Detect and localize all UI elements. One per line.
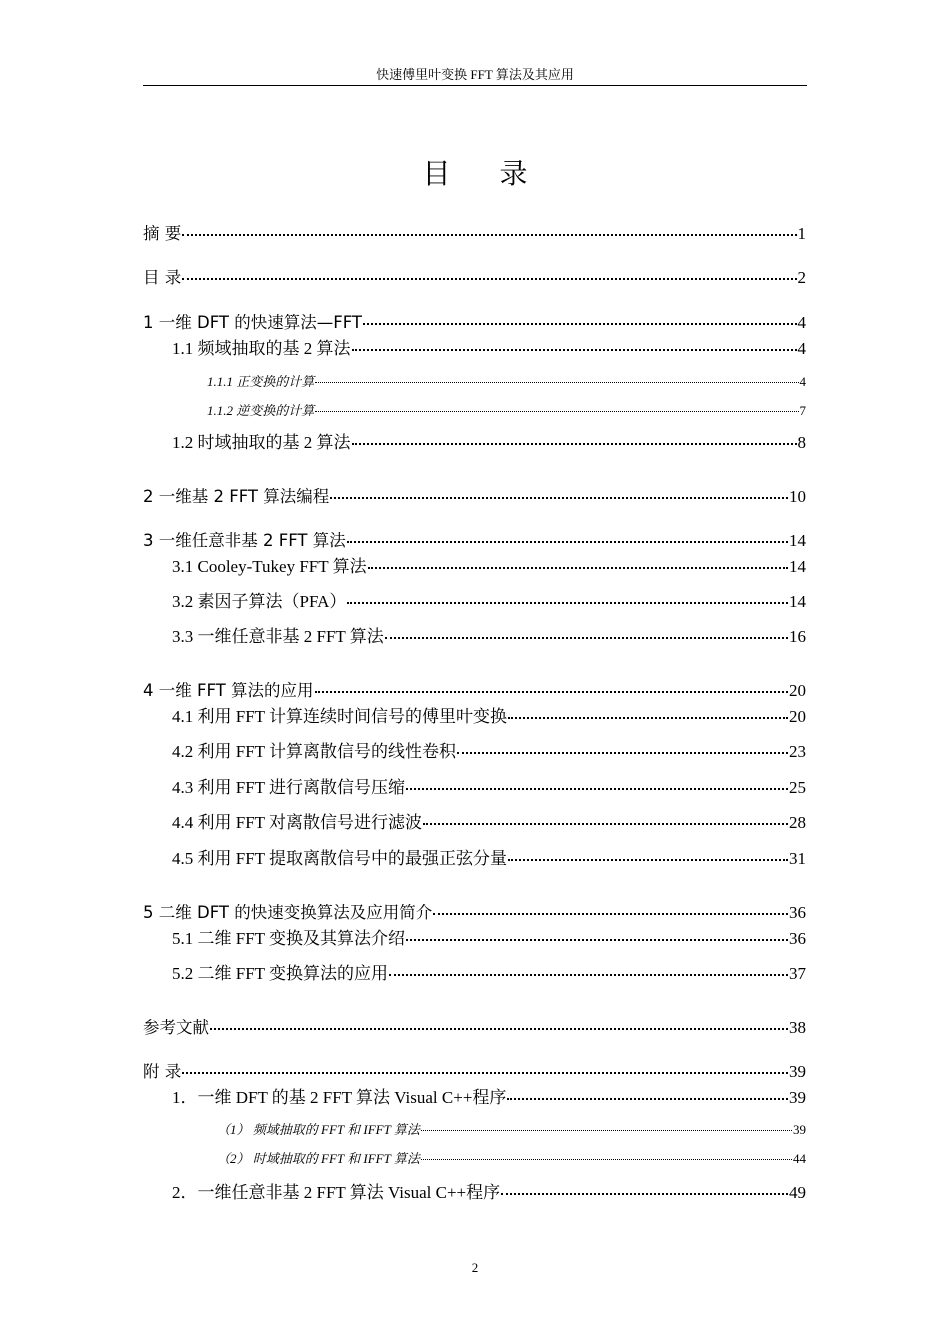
dot-leader [423,823,788,825]
dot-leader [507,1098,788,1100]
dot-leader [421,1130,792,1131]
toc-entry[interactable] [143,264,806,288]
toc-entry-label: 4.5 利用 FFT 提取离散信号中的最强正弦分量 [172,849,507,868]
toc-entry-page: 20 [789,681,806,700]
toc-entry-label: 3 一维任意非基 2 FFT 算法 [143,531,346,550]
toc-entry-page: 23 [789,742,806,761]
toc-entry-page: 38 [789,1018,806,1037]
toc-entry[interactable] [172,428,806,453]
dot-leader [352,349,797,351]
dot-leader [508,717,788,719]
dot-leader [182,278,796,280]
toc-entry-page: 8 [797,433,806,452]
toc-entry-label: 1.2 时域抽取的基 2 算法 [172,433,351,452]
dot-leader [368,567,788,569]
dot-leader [182,234,796,236]
dot-leader [330,497,788,499]
toc-entry-page: 31 [789,849,806,868]
toc-entry-label: 附 录 [143,1062,182,1081]
toc-entry-page: 14 [789,557,806,576]
toc-entry-label: 3.3 一维任意非基 2 FFT 算法 [172,627,384,646]
dot-leader [347,541,788,543]
dot-leader [315,411,798,412]
toc-entry[interactable] [207,400,806,419]
toc-entry-label: 5 二维 DFT 的快速变换算法及应用简介 [143,903,433,922]
toc-entry-page: 39 [793,1122,806,1137]
dot-leader [315,382,798,383]
toc-entry-label: （2） 时域抽取的 FFT 和 IFFT 算法 [217,1151,420,1166]
dot-leader [501,1193,788,1195]
toc-entry[interactable] [172,773,806,798]
running-header: 快速傅里叶变换 FFT 算法及其应用 [376,67,574,82]
toc-entry-page: 36 [789,929,806,948]
dot-leader [182,1072,788,1074]
toc-entry-label: 4.1 利用 FFT 计算连续时间信号的傅里叶变换 [172,707,507,726]
toc-entry-label: 目 录 [143,268,182,287]
toc-entry-label: 4 一维 FFT 算法的应用 [143,681,314,700]
page-number: 2 [471,1260,479,1275]
dot-leader [406,788,788,790]
dot-leader [389,974,788,976]
toc-entry-page: 4 [799,374,806,389]
toc-entry-label: 3.2 素因子算法（PFA） [172,592,347,611]
page-title: 目 录 [422,157,548,190]
toc-entry-page: 1 [797,224,806,243]
toc-entry[interactable] [143,220,806,244]
dot-leader [352,443,797,445]
toc-entry[interactable] [172,737,806,762]
toc-entry-page: 16 [789,627,806,646]
dot-leader [363,323,797,325]
toc-entry-page: 36 [789,903,806,922]
toc-entry[interactable] [172,808,806,833]
dot-leader [421,1159,792,1160]
toc-entry[interactable] [143,483,806,507]
toc-entry[interactable] [207,371,806,390]
header-rule [143,85,807,86]
dot-leader [347,602,788,604]
toc-entry-label: 1.1.1 正变换的计算 [207,374,315,389]
toc-entry-page: 2 [797,268,806,287]
toc-entry-page: 39 [789,1088,806,1107]
toc-entry-page: 14 [789,531,806,550]
dot-leader [433,913,788,915]
toc-entry[interactable] [172,1083,806,1108]
toc-entry[interactable] [217,1119,806,1138]
toc-entry-page: 25 [789,778,806,797]
toc-entry[interactable] [172,924,806,949]
toc-entry-page: 7 [799,403,806,418]
toc-entry[interactable] [143,1014,806,1038]
toc-entry-page: 20 [789,707,806,726]
toc-entry-label: 2 一维基 2 FFT 算法编程 [143,487,330,506]
dot-leader [385,637,788,639]
toc-entry[interactable] [172,552,806,577]
toc-entry-page: 44 [793,1151,806,1166]
dot-leader [508,859,788,861]
toc-entry-label: 1.1.2 逆变换的计算 [207,403,315,418]
toc-entry-page: 49 [789,1183,806,1202]
toc-entry[interactable] [172,959,806,984]
toc-entry-label: 4.2 利用 FFT 计算离散信号的线性卷积 [172,742,456,761]
toc-entry[interactable] [172,1178,806,1203]
toc-entry[interactable] [143,527,806,551]
toc-entry-page: 10 [789,487,806,506]
toc-entry[interactable] [172,622,806,647]
toc-entry[interactable] [217,1148,806,1167]
toc-entry-label: 3.1 Cooley-Tukey FFT 算法 [172,557,367,576]
toc-entry-label: 摘 要 [143,224,182,243]
toc-entry-label: 1．一维 DFT 的基 2 FFT 算法 Visual C++程序 [172,1088,507,1107]
toc-entry-label: 4.4 利用 FFT 对离散信号进行滤波 [172,813,422,832]
toc-entry-label: 2．一维任意非基 2 FFT 算法 Visual C++程序 [172,1183,501,1202]
toc-entry-page: 4 [797,313,806,332]
toc-entry[interactable] [143,899,806,923]
toc-entry[interactable] [143,1058,806,1082]
toc-entry[interactable] [172,844,806,869]
toc-entry-label: （1） 频域抽取的 FFT 和 IFFT 算法 [217,1122,420,1137]
toc-entry-page: 28 [789,813,806,832]
toc-entry-label: 5.2 二维 FFT 变换算法的应用 [172,964,388,983]
dot-leader [315,691,788,693]
dot-leader [457,752,788,754]
toc-entry[interactable] [172,702,806,727]
toc-entry-page: 4 [797,339,806,358]
toc-entry[interactable] [143,677,806,701]
toc-entry[interactable] [143,309,806,333]
toc-entry-label: 5.1 二维 FFT 变换及其算法介绍 [172,929,405,948]
toc-entry-page: 14 [789,592,806,611]
toc-entry[interactable] [172,587,806,612]
toc-entry[interactable] [172,334,806,359]
dot-leader [210,1028,788,1030]
toc-entry-label: 参考文献 [143,1018,209,1037]
toc-entry-page: 37 [789,964,806,983]
toc-entry-label: 1 一维 DFT 的快速算法—FFT [143,313,362,332]
toc-entry-label: 1.1 频域抽取的基 2 算法 [172,339,351,358]
toc-entry-label: 4.3 利用 FFT 进行离散信号压缩 [172,778,405,797]
toc-entry-page: 39 [789,1062,806,1081]
dot-leader [406,939,788,941]
